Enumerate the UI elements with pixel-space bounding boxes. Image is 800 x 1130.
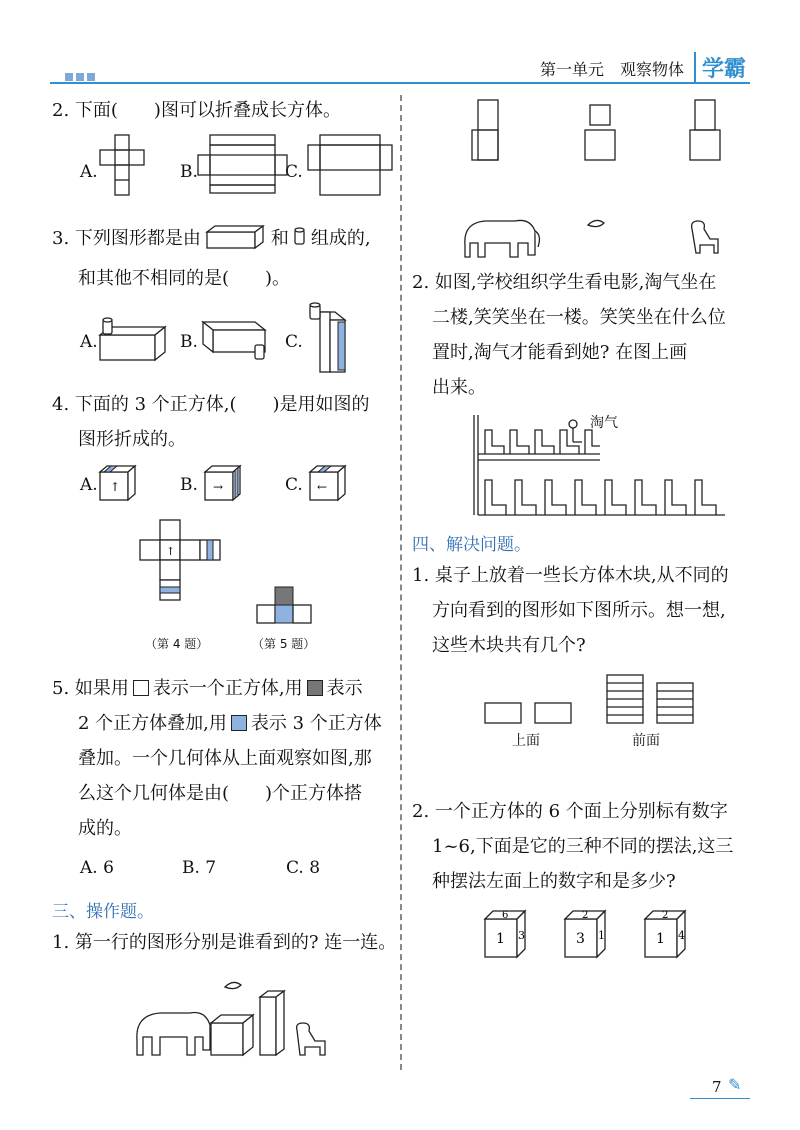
q3-line1 [52,223,371,255]
q5-text-a: 5. 如果用 [52,678,129,699]
q3-opt-a: A. [80,332,98,352]
svg-text:↑: ↑ [110,480,121,494]
column-divider [400,95,402,1070]
p2-line3: 种摆法左面上的数字和是多少? [432,871,676,892]
taoqi-label: 淘气 [590,415,618,431]
header-rule [50,82,750,84]
q4-line1: 4. 下面的 3 个正方体,( )是用如图的 [52,394,370,415]
q4-line2: 图形折成的。 [78,429,186,450]
op2-line4: 出来。 [432,377,486,398]
q4-opt-c: C. [285,475,303,495]
die3-front: 1 [656,931,665,947]
q5-text-d: 2 个正方体叠加,用 [78,713,227,734]
die2-top: 2 [582,910,589,921]
q3-figures [95,300,395,380]
cylinder-shape [293,226,307,248]
q5-line5: 成的。 [78,818,132,839]
q2-opt-c: C. [285,162,303,182]
svg-text:→: → [213,480,224,494]
p1-views [480,670,700,725]
op2-line2: 二楼,笑笑坐在一楼。笑笑坐在什么位 [432,307,726,328]
die2-front: 3 [576,931,585,947]
p1-line1: 1. 桌子上放着一些长方体木块,从不同的 [412,565,729,586]
q5-line1 [52,673,363,705]
q4-cubes [95,462,395,507]
q3-opt-c: C. [285,332,303,352]
q3-text-b: 和 [270,228,289,249]
die1-top: 6 [502,910,509,921]
p1-line2: 方向看到的图形如下图所示。想一想, [432,600,726,621]
op1-viewers [460,205,730,260]
q4-caption: （第 4 题） [145,637,209,651]
op1-scene [125,975,345,1070]
q4-opt-a: A. [80,475,98,495]
p2-line2: 1~6,下面是它的三种不同的摆法,这三 [432,836,734,857]
op2-line1: 2. 如图,学校组织学生看电影,淘气坐在 [412,272,717,293]
footer-rule [690,1098,750,1099]
q5-text-c: 表示 [326,678,363,699]
header-title: 第一单元 观察物体 [540,60,685,79]
q2-opt-a: A. [80,162,98,182]
q5-line3: 叠加。一个几何体从上面观察如图,那 [78,748,372,769]
q5-line2 [78,708,382,740]
die3-side: 4 [678,929,685,942]
grey-square [307,680,323,696]
p1-top-label: 上面 [512,733,540,749]
q5-opt-c: C. 8 [286,858,321,878]
q3-line2: 和其他不相同的是( )。 [78,268,291,289]
section-3-heading: 三、操作题。 [52,902,154,922]
q4-net-figure [135,515,225,625]
q5-caption: （第 5 题） [252,637,316,651]
q5-opt-b: B. 7 [182,858,217,878]
op1-text: 1. 第一行的图形分别是谁看到的? 连一连。 [52,932,397,953]
die1-side: 3 [518,929,525,942]
die2-side: 1 [598,929,605,942]
die3-top: 2 [662,910,669,921]
q4-opt-b: B. [180,475,198,495]
blue-square [231,715,247,731]
q5-text-e: 表示 3 个正方体 [250,713,382,734]
q3-text-c: 组成的, [310,228,371,249]
svg-text:←: ← [317,480,328,494]
q2-nets [95,130,395,205]
q3-opt-b: B. [180,332,198,352]
op1-views [470,95,730,165]
die1-front: 1 [496,931,505,947]
p1-line3: 这些木块共有几个? [432,635,586,656]
p2-line1: 2. 一个正方体的 6 个面上分别标有数字 [412,801,728,822]
svg-text:↑: ↑ [166,545,176,558]
page-number: 7 [712,1078,722,1096]
pencil-icon: ✎ [728,1075,742,1094]
q5-text-b: 表示一个正方体,用 [152,678,303,699]
q5-line4: 么这个几何体是由( )个正方体搭 [78,783,363,804]
cuboid-shape [205,224,267,250]
q5-top-view [255,585,315,630]
p2-dice [480,905,720,965]
white-square [133,680,149,696]
p1-front-label: 前面 [632,733,660,749]
section-4-heading: 四、解决问题。 [412,535,531,555]
q3-text-a: 3. 下列图形都是由 [52,228,201,249]
q5-opt-a: A. 6 [80,858,114,878]
q2-text: 2. 下面( )图可以折叠成长方体。 [52,100,341,121]
q2-opt-b: B. [180,162,198,182]
op2-line3: 置时,淘气才能看到她? 在图上画 [432,342,688,363]
brand-logo: 学霸 [694,52,746,83]
